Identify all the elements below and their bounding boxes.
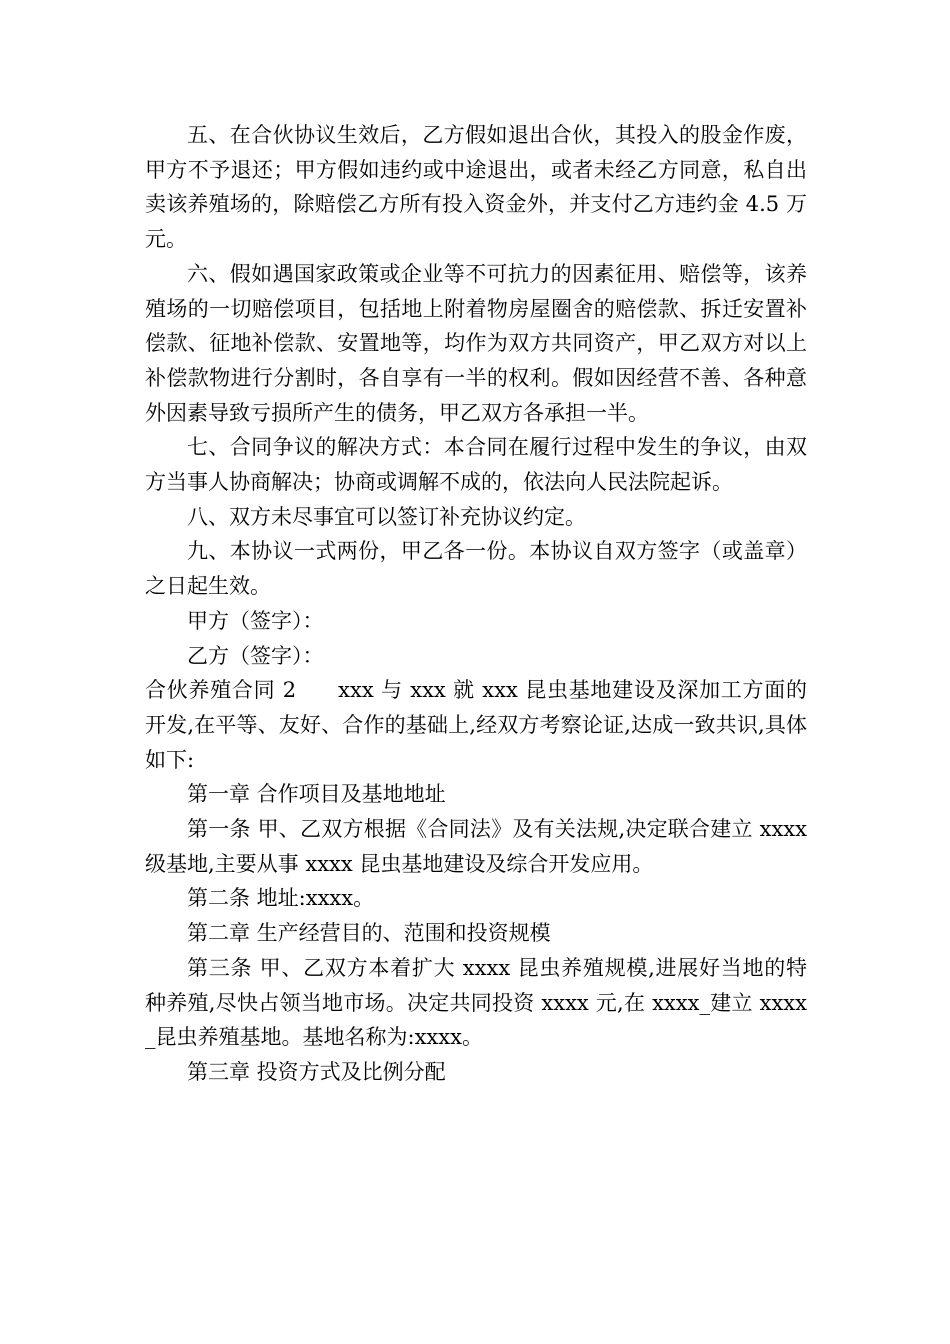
clause-9: 九、本协议一式两份，甲乙各一份。本协议自双方签字（或盖章）之日起生效。 <box>145 539 807 599</box>
party-b-signature: 乙方（签字）： <box>187 643 324 668</box>
article-3: 第三条 甲、乙双方本着扩大 xxxx 昆虫养殖规模,进展好当地的特种养殖,尽快占领当地市场。决定共同投资 xxxx 元,在 xxxx_建立 xxxx_昆虫养殖基地。基地名称为:xxxx。 <box>145 955 807 1050</box>
chapter-3-heading: 第三章 投资方式及比例分配 <box>187 1059 446 1084</box>
clause-8: 八、双方未尽事宜可以签订补充协议约定。 <box>187 504 586 529</box>
contract-2-intro <box>145 673 807 777</box>
clause-6: 六、假如遇国家政策或企业等不可抗力的因素征用、赔偿等，该养殖场的一切赔偿项目，包括地上附着物房屋圈舍的赔偿款、拆迁安置补偿款、征地补偿款、安置地等，均作为双方共同资产，甲乙双方对以上补偿款物进行分割时，各自享有一半的权利。假如因经营不善、各种意外因素导致亏损所产生的债务，甲乙双方各承担一半。 <box>145 261 807 425</box>
chapter-2-heading: 第二章 生产经营目的、范围和投资规模 <box>187 921 551 946</box>
contract-2-intro-text: xxx 与 xxx 就 xxx 昆虫基地建设及深加工方面的开发,在平等、友好、合作的基础上,经双方考察论证,达成一致共识,具体如下: <box>145 678 807 772</box>
clause-5: 五、在合伙协议生效后，乙方假如退出合伙，其投入的股金作废，甲方不予退还；甲方假如违约或中途退出，或者未经乙方同意，私自出卖该养殖场的，除赔偿乙方所有投入资金外，并支付乙方违约金 4.5 万元。 <box>145 123 807 252</box>
article-2: 第二条 地址:xxxx。 <box>187 886 375 911</box>
clause-7: 七、合同争议的解决方式：本合同在履行过程中发生的争议，由双方当事人协商解决；协商或调解不成的，依法向人民法院起诉。 <box>145 435 807 495</box>
contract-2-title: 合伙养殖合同 2 <box>145 678 297 703</box>
chapter-1-heading: 第一章 合作项目及基地地址 <box>187 782 446 807</box>
document-body <box>145 118 807 1090</box>
party-a-signature: 甲方（签字）： <box>187 608 324 633</box>
article-1: 第一条 甲、乙双方根据《合同法》及有关法规,决定联合建立 xxxx 级基地,主要从事 xxxx 昆虫基地建设及综合开发应用。 <box>145 817 807 876</box>
